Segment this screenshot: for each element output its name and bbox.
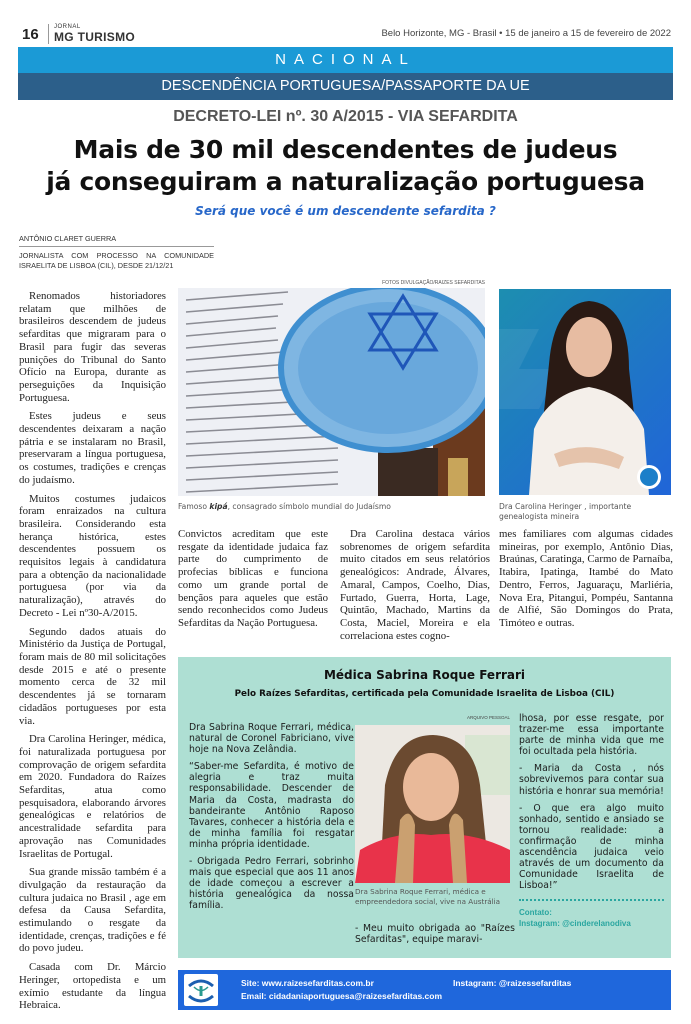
paragraph: Muitos costumes judaicos foram enraizados na cultura brasileira. Considerando esta herança histórica, estes descendentes possuem os requisitos legais à candidatura para a obtenção da nacionalidade portuguesa (por via da naturalização), através do Decreto - Lei nº30-A/2015. bbox=[19, 492, 166, 619]
paragraph: Renomados historiadores relatam que milhões de brasileiros descendem de judeus sefarditas que migraram para o Brasil para fugir das severas punições do Tribunal do Santo Ofício na Europa, durante as perseguições da Inquisição Portuguesa. bbox=[19, 290, 166, 404]
kipa-caption bbox=[178, 502, 485, 511]
paragraph: “Saber-me Sefardita, é motivo de alegria e traz muita responsabilidade. Descender de Maria da Costa, madrasta do bandeirante Antônio Raposo Tavares, conhecer a história dela e de minha família foi resgatar minha própria identidade. bbox=[189, 761, 354, 850]
box-mid-quote: - Meu muito obrigada ao "Raízes Sefarditas", equipe maravi- bbox=[355, 923, 515, 946]
contact-footer bbox=[178, 970, 671, 1010]
photo-credit: FOTOS DIVULGAÇÃO/RAIZES SEFARDITAS bbox=[382, 280, 485, 286]
brand-small-label: JORNAL bbox=[54, 24, 81, 30]
paragraph: Convictos acreditam que este resgate da identidade judaica faz parte do cumprimento de profecias bíblicas e funciona como um grande portal de bençãos para aqueles que estão sendo reconhecidos como Judeus Sefarditas da Nação Portuguesa. bbox=[178, 528, 328, 629]
site-link[interactable]: Site: www.raizesefarditas.com.br bbox=[241, 978, 374, 988]
dateline: Belo Horizonte, MG - Brasil • 15 de janeiro a 15 de fevereiro de 2022 bbox=[381, 28, 671, 39]
caption-text: , consagrado símbolo mundial do Judaísmo bbox=[227, 502, 391, 511]
paragraph: Casada com Dr. Márcio Heringer, ortopedista e um exímio estudante da língua Hebraica. bbox=[19, 961, 166, 1012]
box-subtitle: Pelo Raízes Sefarditas, certificada pela Comunidade Israelita de Lisboa (CIL) bbox=[234, 689, 615, 699]
headline-line-2: já conseguiram a naturalização portuguesa bbox=[46, 167, 645, 196]
article-column-4 bbox=[499, 528, 673, 636]
masthead bbox=[18, 24, 673, 44]
box-column-3 bbox=[519, 713, 664, 929]
paragraph: mes familiares com algumas cidades mineiras, por exemplo, Antônio Dias, Braúnas, Caratinga, Carmo de Parnaíba, Itabira, Ipatinga, Itambé do Mato Dentro, Ferros, Jaguaraçu, Marliéria, Nova Era, Pitangui, Pompéu, Santanna de Alfié, São Domingos do Prata, Timóteo e outras. bbox=[499, 528, 673, 629]
contact-instagram-link[interactable]: Instagram: @cinderelanodiva bbox=[519, 919, 631, 929]
brand-logo: MG TURISMO bbox=[54, 30, 135, 44]
carolina-photo bbox=[499, 289, 671, 495]
paragraph: Segundo dados atuais do Ministério da Justiça de Portugal, foram mais de 80 mil solicitações desde 2015 e até o presente momento cerca de 32 mil descendentes já se tornaram cidadãos portugueses por esta via. bbox=[19, 625, 166, 727]
byline bbox=[19, 234, 214, 270]
box-column-1 bbox=[189, 722, 354, 918]
headline-line-1: Mais de 30 mil descendentes de judeus bbox=[73, 135, 618, 164]
sabrina-portrait bbox=[355, 725, 510, 883]
article-column-2 bbox=[178, 528, 328, 636]
carolina-caption: Dra Carolina Heringer , importante genealogista mineira bbox=[499, 502, 632, 521]
paragraph: Dra Carolina Heringer, médica, foi naturalizada portuguesa por comprovação de origem sefardita em 2020. Fundadora do Raízes Sefarditas, atua como pesquisadora, elaborando árvores genealógicas e relatórios de ancestralidade sefardita para aprovação nas Comunidades Israelitas de Portugal. bbox=[19, 733, 166, 860]
paragraph: - Obrigada Pedro Ferrari, sobrinho mais que especial que aos 11 anos de idade começou a escrever a história genealógica da nossa família. bbox=[189, 856, 354, 912]
menorah-tree-icon bbox=[184, 974, 218, 1006]
contact-label: Contato: bbox=[519, 908, 552, 918]
box-photo-credit: ARQUIVO PESSOAL bbox=[466, 715, 510, 720]
paragraph: - O que era algo muito sonhado, sentido e ansiado se tornou realidade: a confirmação de minha ascendência judaica veio através de um documento da Comunidade Israelita de Lisboa!” bbox=[519, 802, 664, 892]
paragraph: Sua grande missão também é a divulgação da restauração da cultura judaica no Brasil , age em defesa da Causa Sefardita, estimulando o resgate da identidade, crenças, tradições e fé do povo judeu. bbox=[19, 866, 166, 955]
topic-band: DESCENDÊNCIA PORTUGUESA/PASSAPORTE DA UE bbox=[18, 73, 673, 100]
article-subhead: Será que você é um descendente sefardita ? bbox=[195, 204, 496, 218]
masthead-divider bbox=[48, 24, 49, 44]
page-number: 16 bbox=[22, 26, 39, 43]
article-kicker: DECRETO-LEI nº. 30 A/2015 - VIA SEFARDITA bbox=[173, 108, 518, 125]
dotted-divider bbox=[519, 899, 664, 901]
byline-role: JORNALISTA COM PROCESSO NA COMUNIDADE ISRAELITA DE LISBOA (CIL), DESDE 21/12/21 bbox=[19, 251, 214, 270]
carolina-portrait bbox=[499, 289, 671, 495]
paragraph: lhosa, por esse resgate, por trazer-me essa importante parte de minha vida que me foi ocultada pela história. bbox=[519, 713, 664, 758]
sabrina-box bbox=[178, 657, 671, 958]
kipa-illustration bbox=[178, 288, 485, 496]
article-headline bbox=[0, 134, 691, 198]
section-band: NACIONAL bbox=[18, 47, 673, 73]
paragraph: - Maria da Costa , nós sobrevivemos para contar sua história e honrar sua memória! bbox=[519, 763, 664, 797]
kipa-photo bbox=[178, 288, 485, 496]
article-column-1 bbox=[19, 290, 166, 1018]
byline-author: ANTÔNIO CLARET GUERRA bbox=[19, 234, 214, 247]
email-link[interactable]: Email: cidadaniaportuguesa@raizesefarditas.com bbox=[241, 991, 443, 1001]
sabrina-photo bbox=[355, 725, 510, 883]
box-photo-caption: Dra Sabrina Roque Ferrari, médica e empreendedora social, vive na Austrália bbox=[355, 887, 501, 906]
caption-text: Famoso bbox=[178, 502, 210, 511]
article-column-3 bbox=[340, 528, 490, 648]
box-title: Médica Sabrina Roque Ferrari bbox=[323, 668, 526, 682]
caption-emphasis: kipá bbox=[209, 502, 228, 511]
paragraph: Estes judeus e seus descendentes deixaram a nação pátria e se instalaram no Brasil, preservaram a língua portuguesa, os costumes, tradições e crenças do judaísmo. bbox=[19, 410, 166, 486]
raizes-sefarditas-logo bbox=[184, 974, 218, 1006]
paragraph: Dra Carolina destaca vários sobrenomes de origem sefardita muito citados em seus relatórios genealógicos: Andrade, Álvares, Amaral, Campos, Coelho, Dias, Furtado, Guerra, Horta, Lage, Quintão, Machado, Martins da Costa, Maciel, Moreira e ela correlaciona estes cogno- bbox=[340, 528, 490, 642]
instagram-link[interactable]: Instagram: @raizessefarditas bbox=[453, 978, 572, 988]
paragraph: Dra Sabrina Roque Ferrari, médica, natural de Coronel Fabriciano, vive hoje na Nova Zelândia. bbox=[189, 722, 354, 756]
